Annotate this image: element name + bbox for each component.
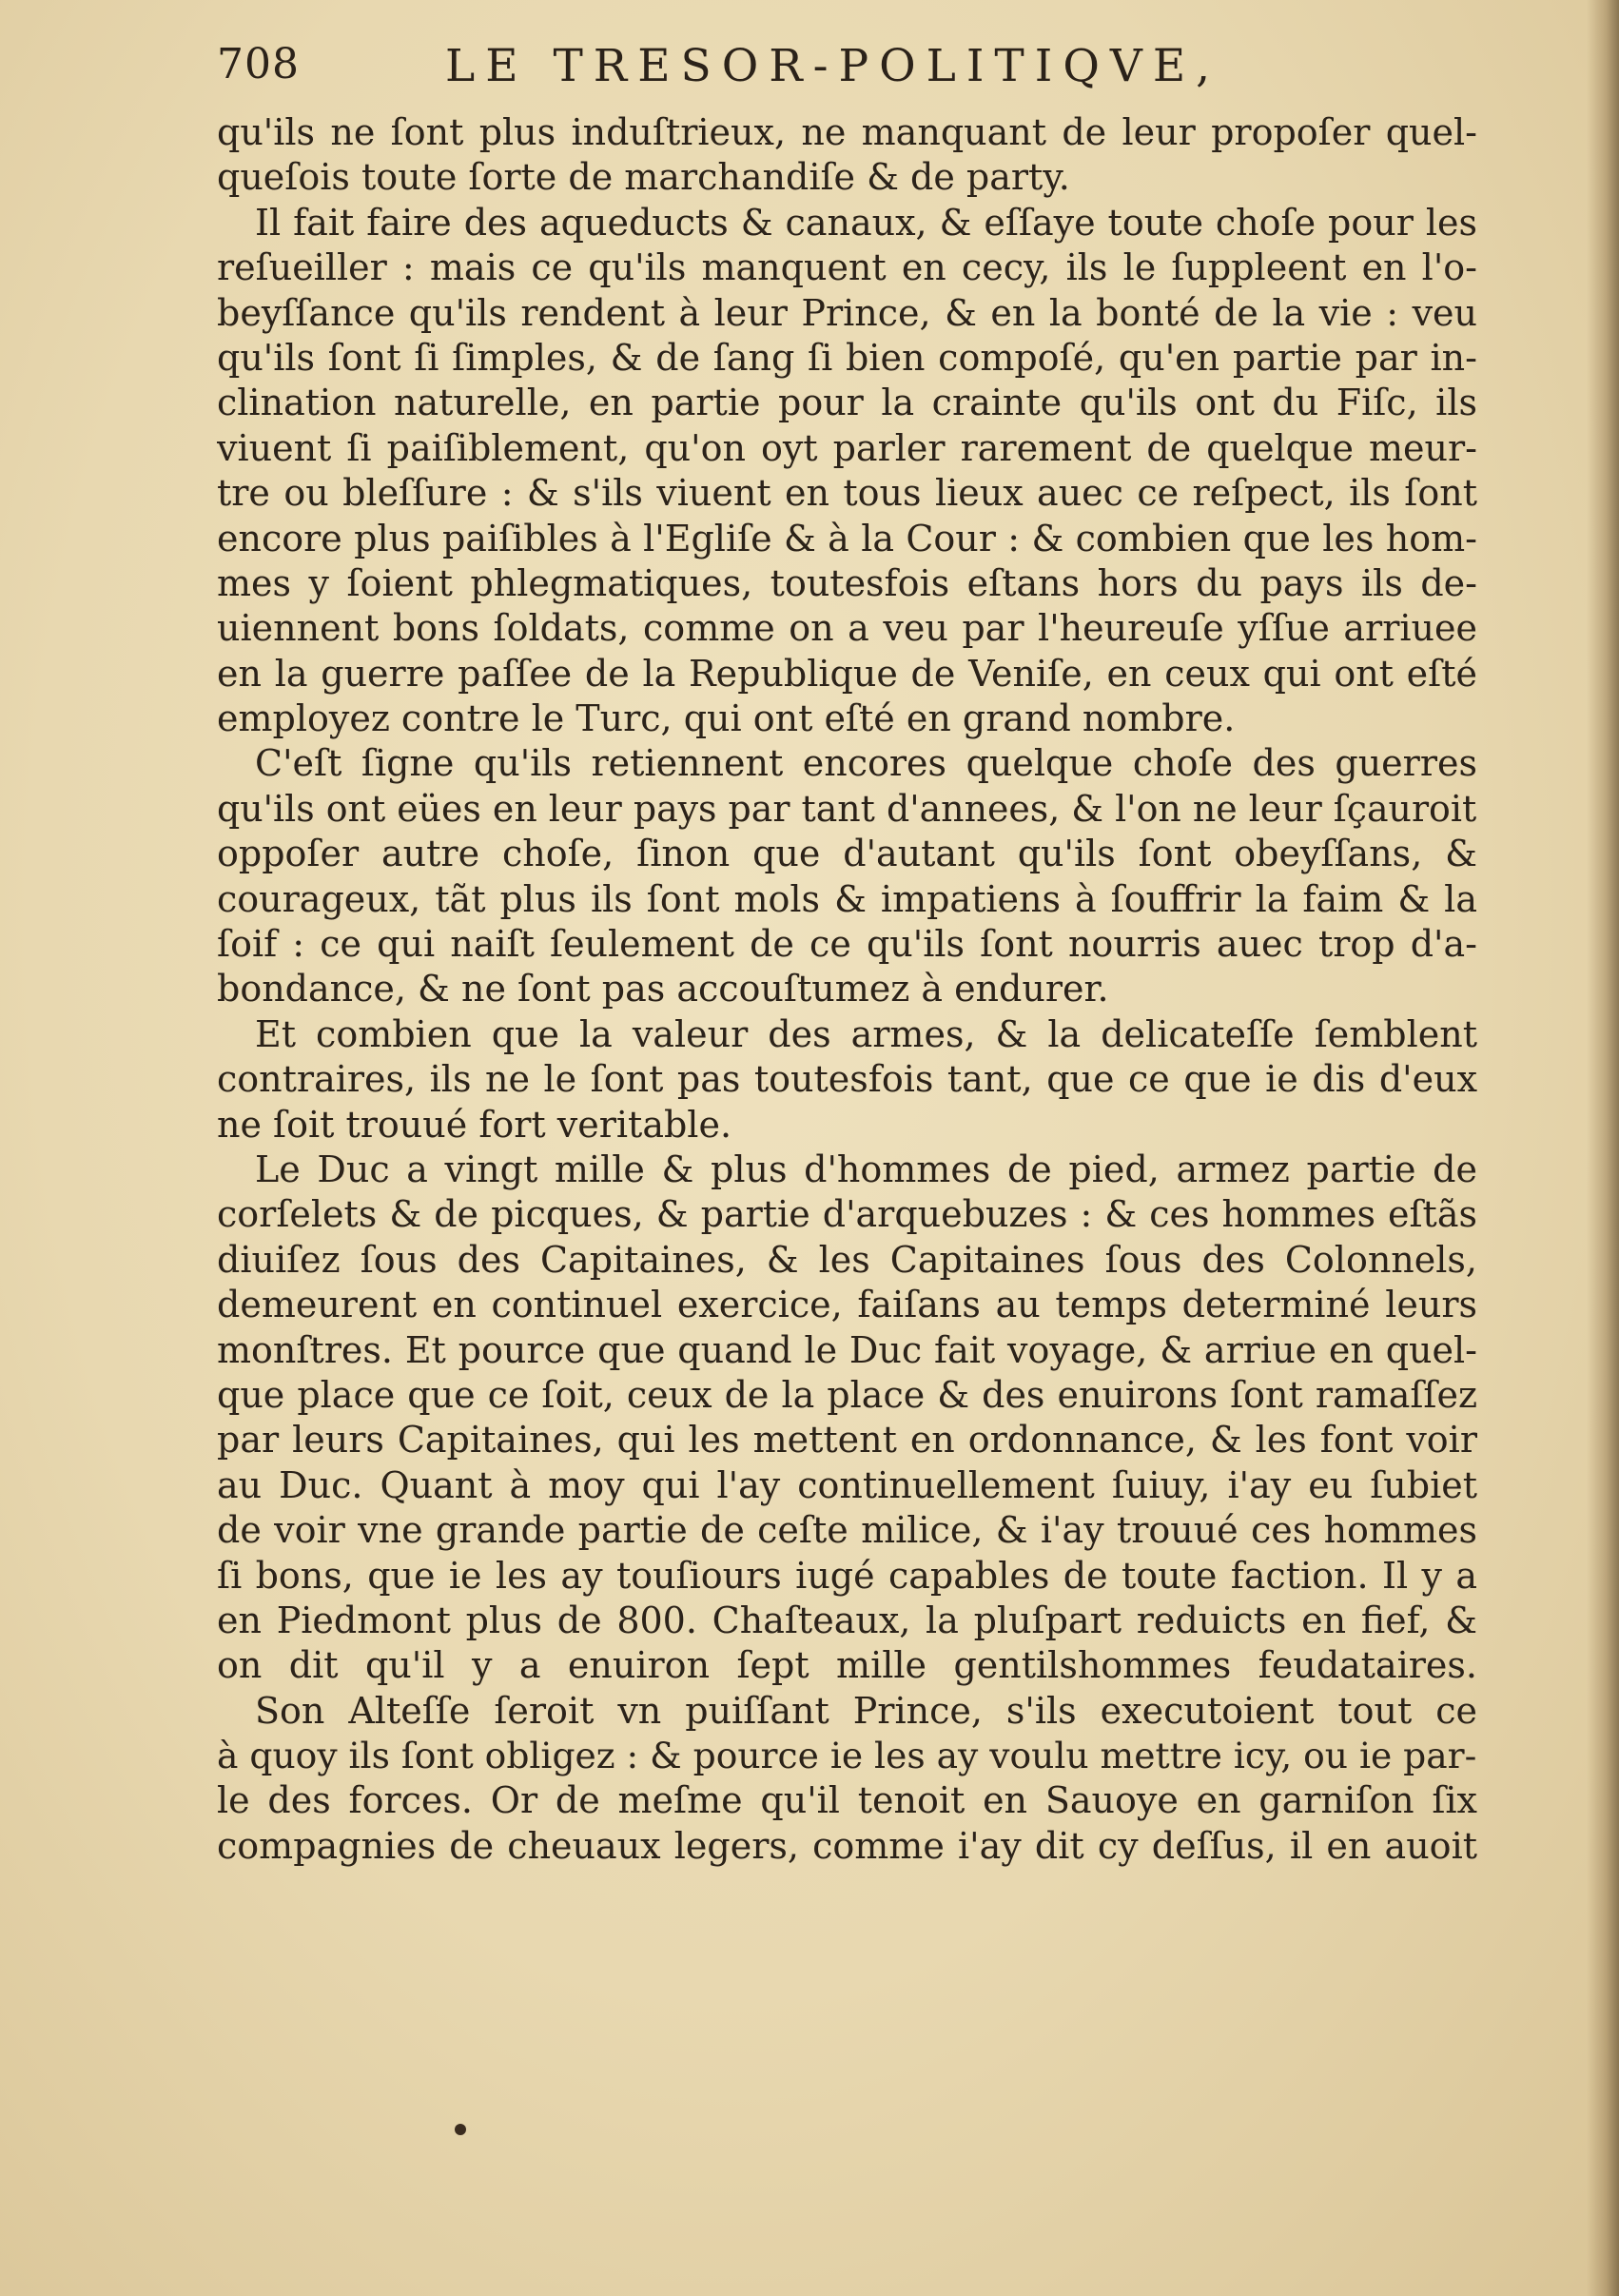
text-line: beyſſance qu'ils rendent à leur Prince, & en la bonté de la vie : veu <box>217 291 1477 334</box>
ink-spot-mark <box>455 2124 466 2135</box>
text-line: en Piedmont plus de 800. Chaſteaux, la pluſpart reduicts en fief, & <box>217 1599 1477 1641</box>
text-line: tre ou bleſſure : & s'ils viuent en tous lieux auec ce reſpect, ils ſont <box>217 472 1477 515</box>
text-line: compagnies de cheuaux legers, comme i'ay dit cy deſſus, il en auoit <box>217 1824 1477 1867</box>
text-line: ſoif : ce qui naiſt ſeulement de ce qu'ils ſont nourris auec trop d'a- <box>217 923 1477 966</box>
text-line: de voir vne grande partie de ceſte milice, & i'ay trouué ces hommes <box>217 1509 1477 1552</box>
text-line: employez contre le Turc, qui ont eſté en grand nombre. <box>217 697 1236 740</box>
body-text <box>217 110 1477 1869</box>
text-line: diuiſez ſous des Capitaines, & les Capitaines ſous des Colonnels, <box>217 1238 1477 1281</box>
text-line: au Duc. Quant à moy qui l'ay continuellement ſuiuy, i'ay eu ſubiet <box>217 1463 1477 1506</box>
text-line: uiennent bons ſoldats, comme on a veu par l'heureuſe yſſue arriuee <box>217 607 1477 650</box>
text-line: par leurs Capitaines, qui les mettent en ordonnance, & les font voir <box>217 1419 1477 1462</box>
text-line: que place que ce ſoit, ceux de la place & des enuirons ſont ramaſſez <box>217 1373 1477 1416</box>
paragraph-first-line: C'eſt ſigne qu'ils retiennent encores quelque choſe des guerres <box>255 742 1477 785</box>
text-line: corſelets & de picques, & partie d'arquebuzes : & ces hommes eſtãs <box>217 1193 1477 1236</box>
text-line: encore plus paiſibles à l'Egliſe & à la Cour : & combien que les hom- <box>217 517 1477 559</box>
text-line: ſi bons, que ie les ay touſiours iugé capables de toute faction. Il y a <box>217 1554 1477 1597</box>
text-line: le des forces. Or de meſme qu'il tenoit en Sauoye en garniſon ſix <box>217 1779 1477 1822</box>
text-line: clination naturelle, en partie pour la crainte qu'ils ont du Fiſc, ils <box>217 382 1477 424</box>
text-line: monſtres. Et pource que quand le Duc fait voyage, & arriue en quel- <box>217 1328 1477 1371</box>
paragraph-first-line: Le Duc a vingt mille & plus d'hommes de pied, armez partie de <box>255 1148 1477 1190</box>
text-line: reſueiller : mais ce qu'ils manquent en cecy, ils le ſuppleent en l'o- <box>217 246 1477 289</box>
text-line: viuent ſi paiſiblement, qu'on oyt parler rarement de quelque meur- <box>217 426 1477 469</box>
text-line: on dit qu'il y a enuiron ſept mille gentilshommes feudataires. <box>217 1644 1477 1687</box>
text-line: demeurent en continuel exercice, faiſans au temps determiné leurs <box>217 1284 1477 1326</box>
text-line: oppoſer autre choſe, ſinon que d'autant qu'ils ſont obeyſſans, & <box>217 833 1477 875</box>
text-line: contraires, ils ne le ſont pas toutesfois tant, que ce que ie dis d'eux <box>217 1058 1477 1101</box>
paragraph-first-line: Son Alteſſe ſeroit vn puiſſant Prince, s'ils executoient tout ce <box>255 1689 1477 1732</box>
text-line: à quoy ils ſont obligez : & pource ie les ay voulu mettre icy, ou ie par- <box>217 1735 1477 1777</box>
text-line: queſois toute ſorte de marchandiſe & de party. <box>217 156 1070 199</box>
text-line: mes y ſoient phlegmatiques, toutesfois eſtans hors du pays ils de- <box>217 561 1477 604</box>
text-line: qu'ils ne ſont plus induſtrieux, ne manquant de leur propoſer quel- <box>217 111 1477 153</box>
running-title: LE TRESOR-POLITIQVE, <box>445 40 1221 92</box>
page-number: 708 <box>217 40 300 88</box>
text-line: qu'ils ont eües en leur pays par tant d'annees, & l'on ne leur ſçauroit <box>217 787 1477 830</box>
paragraph-first-line: Et combien que la valeur des armes, & la delicateſſe ſemblent <box>255 1012 1477 1055</box>
text-line: bondance, & ne ſont pas accouſtumez à endurer. <box>217 968 1109 1011</box>
text-line: en la guerre paſſee de la Republique de Veniſe, en ceux qui ont eſté <box>217 652 1477 695</box>
page-edge-shadow <box>1587 0 1619 2296</box>
text-line: qu'ils ſont ſi ſimples, & de ſang ſi bien compoſé, qu'en partie par in- <box>217 336 1477 379</box>
text-line: ne ſoit trouué fort veritable. <box>217 1103 732 1146</box>
paragraph-first-line: Il fait faire des aqueducts & canaux, & eſſaye toute choſe pour les <box>255 201 1477 244</box>
text-line: courageux, tãt plus ils ſont mols & impatiens à ſouffrir la faim & la <box>217 877 1477 920</box>
page-header <box>217 34 1292 110</box>
